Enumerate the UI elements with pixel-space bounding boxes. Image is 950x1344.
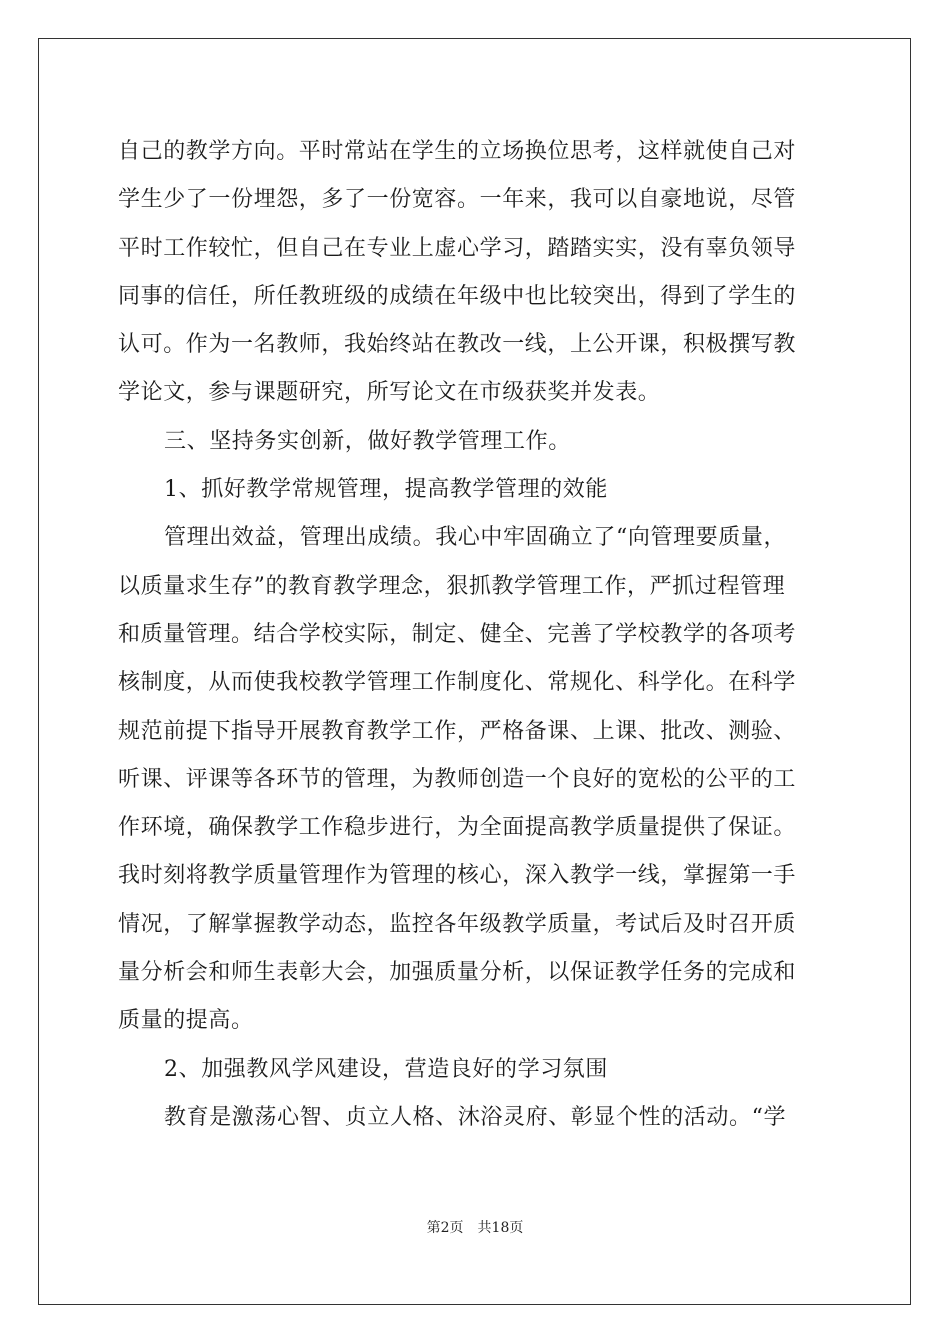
text-line: 质量的提高。: [118, 1008, 254, 1034]
page-total: 共18页: [477, 1220, 524, 1236]
text-line: 量分析会和师生表彰大会，加强质量分析，以保证教学任务的完成和: [118, 960, 797, 986]
text-line: 管理出效益，管理出成绩。我心中牢固确立了“向管理要质量，: [164, 525, 787, 551]
text-line: 学论文，参与课题研究，所写论文在市级获奖并发表。: [118, 380, 661, 406]
text-line: 和质量管理。结合学校实际，制定、健全、完善了学校教学的各项考: [118, 621, 797, 647]
section-heading: 三、坚持务实创新，做好教学管理工作。: [164, 428, 571, 454]
text-line: 作环境，确保教学工作稳步进行，为全面提高教学质量提供了保证。: [118, 815, 797, 841]
text-line: 听课、评课等各环节的管理，为教师创造一个良好的宽松的公平的工: [118, 766, 797, 792]
text-line: 核制度，从而使我校教学管理工作制度化、常规化、科学化。在科学: [118, 670, 797, 696]
text-line: 教育是激荡心智、贞立人格、沐浴灵府、彰显个性的活动。“学: [164, 1104, 787, 1130]
text-line: 平时工作较忙，但自己在专业上虚心学习，踏踏实实，没有辜负领导: [118, 235, 797, 261]
subsection-heading: 2、加强教风学风建设，营造良好的学习氛围: [164, 1056, 608, 1082]
text-line: 我时刻将教学质量管理作为管理的核心，深入教学一线，掌握第一手: [118, 863, 797, 889]
text-line: 同事的信任，所任教班级的成绩在年级中也比较突出，得到了学生的: [118, 283, 797, 309]
document-body: [118, 128, 838, 1142]
page-footer: [0, 1218, 950, 1238]
subsection-heading: 1、抓好教学常规管理，提高教学管理的效能: [164, 477, 608, 503]
text-line: 认可。作为一名教师，我始终站在教改一线，上公开课，积极撰写教: [118, 332, 797, 358]
text-line: 以质量求生存”的教育教学理念，狠抓教学管理工作，严抓过程管理: [118, 573, 786, 599]
text-line: 自己的教学方向。平时常站在学生的立场换位思考，这样就使自己对: [118, 139, 797, 164]
text-line: 规范前提下指导开展教育教学工作，严格备课、上课、批改、测验、: [118, 718, 797, 744]
text-line: 学生少了一份埋怨，多了一份宽容。一年来，我可以自豪地说，尽管: [118, 187, 797, 213]
text-line: 情况，了解掌握教学动态，监控各年级教学质量，考试后及时召开质: [118, 911, 797, 937]
page-number: 第2页: [426, 1220, 464, 1236]
